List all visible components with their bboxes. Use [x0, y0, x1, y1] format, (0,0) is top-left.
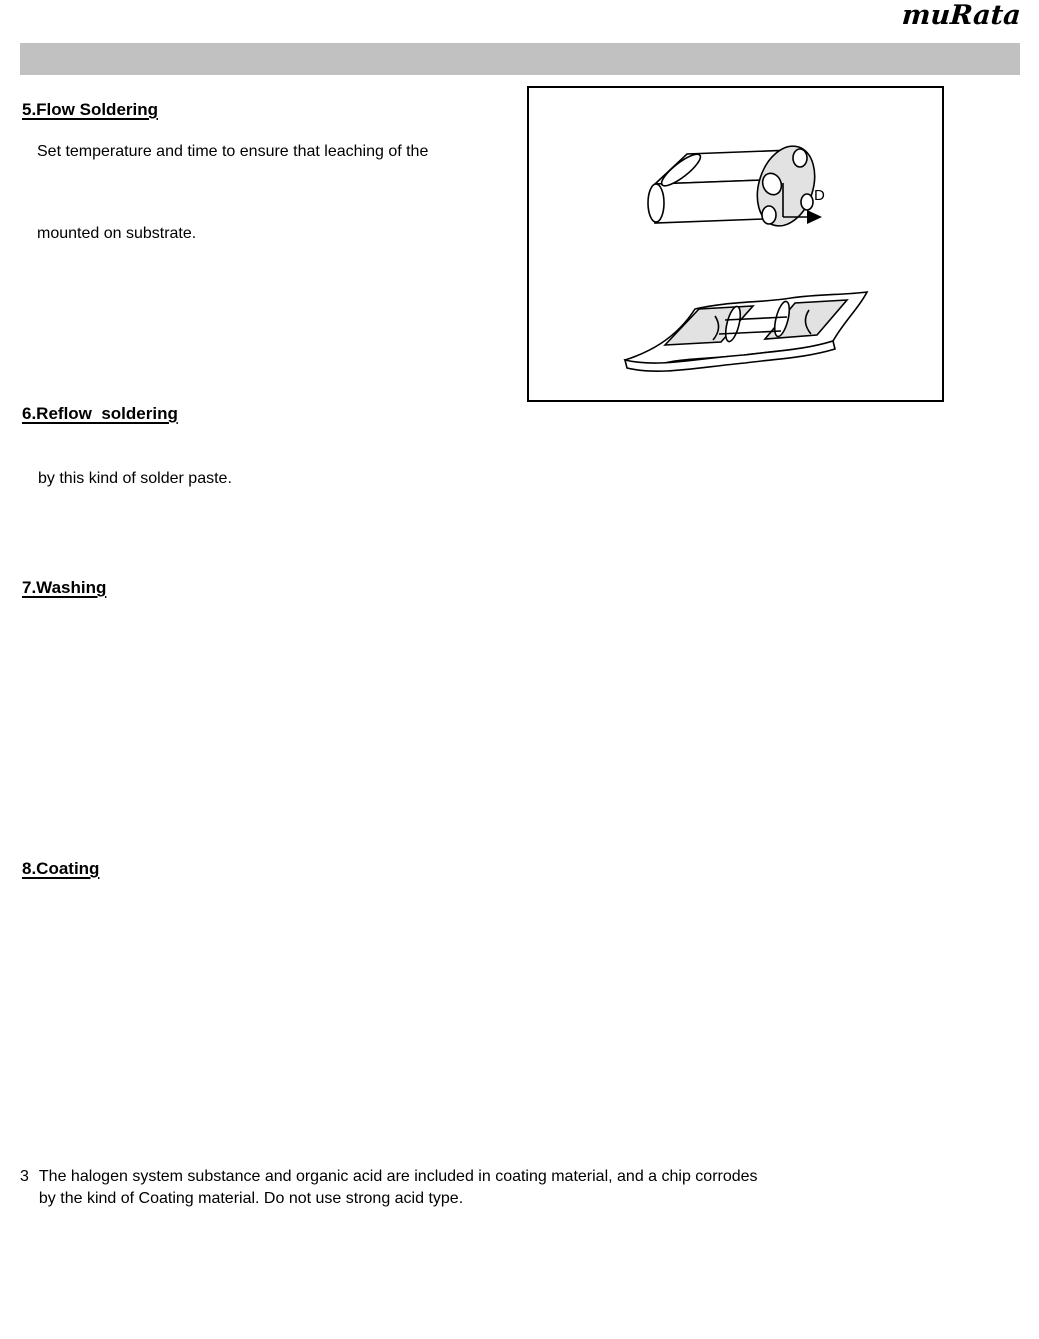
footnote — [20, 1166, 758, 1210]
flow-soldering-text-line2: mounted on substrate. — [37, 225, 197, 242]
footnote-line2: by the kind of Coating material. Do not use strong acid type. — [38, 1190, 464, 1207]
substrate-drawing — [625, 292, 867, 371]
murata-logo: muRata — [901, 0, 1023, 31]
heading-reflow-soldering: 6.Reflow soldering — [22, 404, 178, 423]
heading-washing: 7.Washing — [22, 578, 107, 597]
soldering-figure — [529, 88, 942, 400]
dimension-d-label: D — [814, 187, 825, 204]
footnote-marker: 3 — [20, 1168, 29, 1185]
heading-flow-soldering: 5.Flow Soldering — [22, 100, 159, 119]
chip-drawing — [648, 139, 824, 234]
section-banner — [20, 43, 1020, 75]
figure-box — [527, 86, 944, 402]
footnote-line1: The halogen system substance and organic acid are included in coating material, and a chip corrodes — [38, 1168, 758, 1185]
heading-coating: 8.Coating — [22, 859, 100, 878]
reflow-soldering-text-line1: by this kind of solder paste. — [38, 470, 232, 487]
flow-soldering-text-line1: Set temperature and time to ensure that leaching of the — [37, 143, 429, 160]
